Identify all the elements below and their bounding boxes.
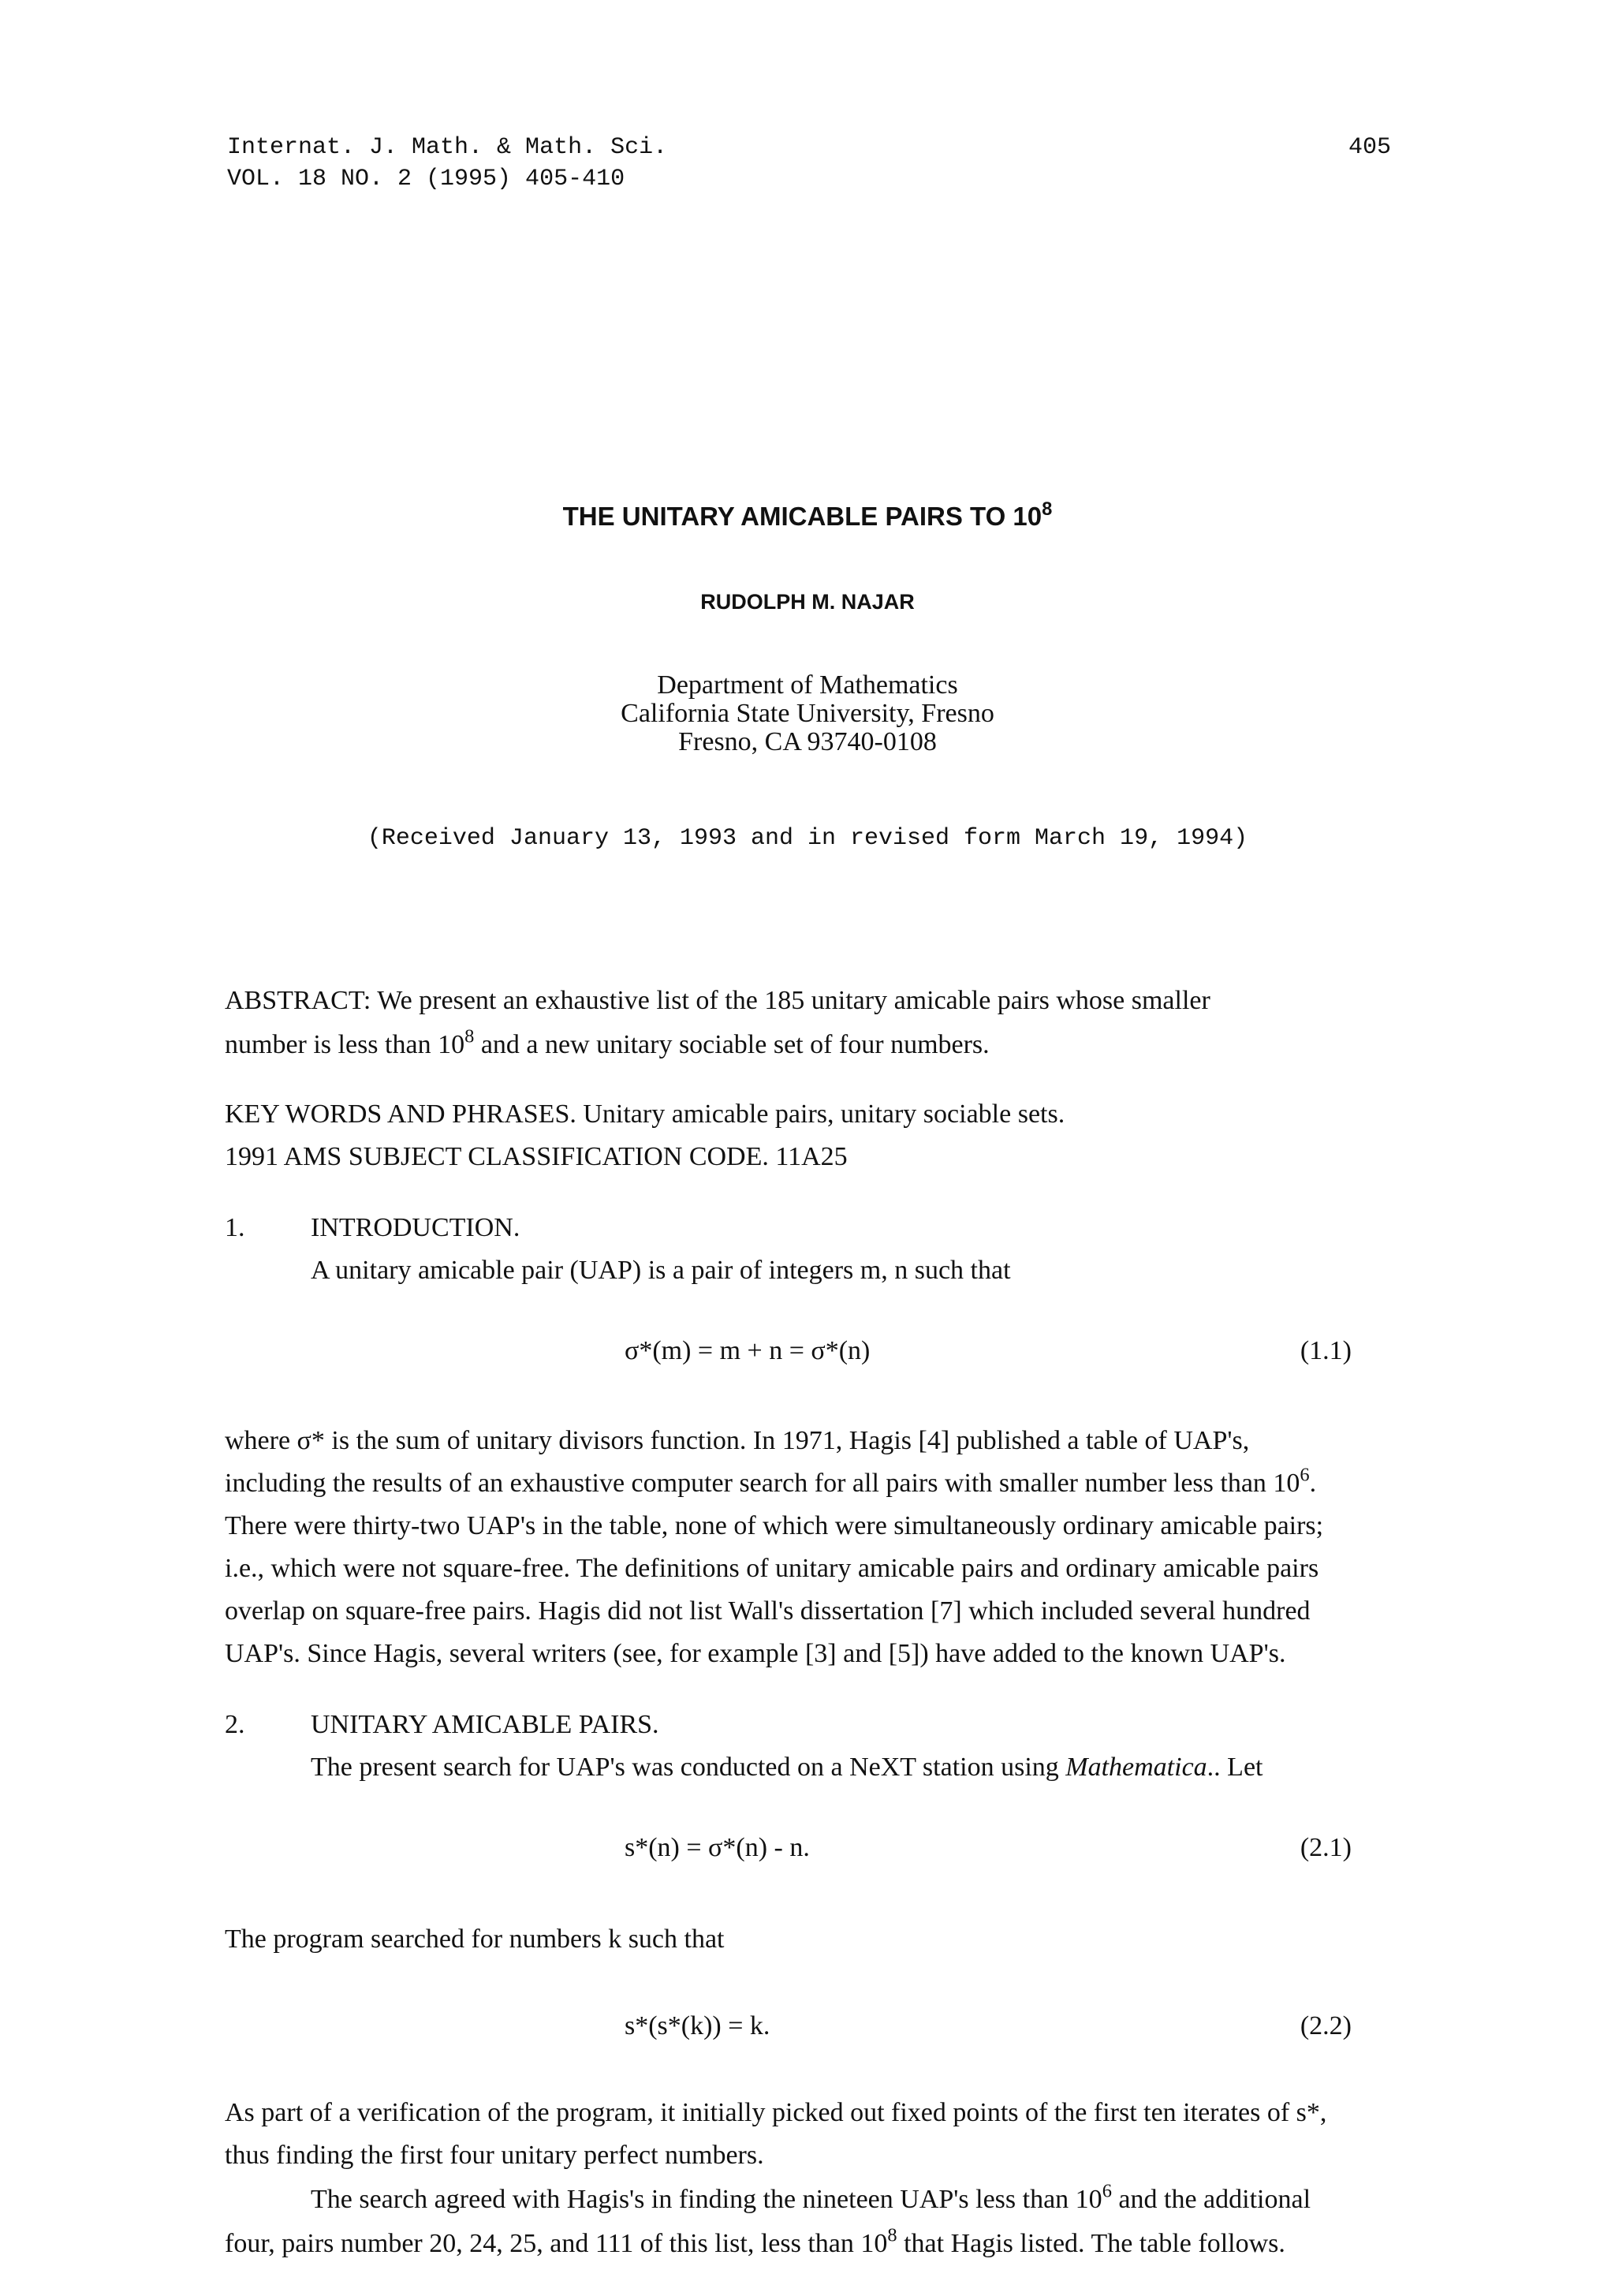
abstract-line1: ABSTRACT: We present an exhaustive list of the 185 unitary amicable pairs whose smaller xyxy=(225,986,1210,1015)
final-paragraph-line1 xyxy=(311,2180,1311,2215)
verification-line1: As part of a verification of the program, it initially picked out fixed points of the first ten iterates of s*, xyxy=(225,2098,1327,2127)
ams-classification-line: 1991 AMS SUBJECT CLASSIFICATION CODE. 11A25 xyxy=(225,1142,848,1171)
section2-intro xyxy=(311,1753,1263,1783)
section1-paragraph-line4: i.e., which were not square-free. The definitions of unitary amicable pairs and ordinary amicable pairs xyxy=(225,1554,1319,1583)
abstract-line2-rest: and a new unitary sociable set of four numbers. xyxy=(474,1030,990,1059)
verification-line2: thus finding the first four unitary perfect numbers. xyxy=(225,2141,764,2170)
search-description: The program searched for numbers k such that xyxy=(225,1925,725,1954)
equation-2-1: s*(n) = σ*(n) - n. xyxy=(625,1833,810,1862)
paper-title-text: THE UNITARY AMICABLE PAIRS TO 10 xyxy=(562,502,1042,531)
section1-number: 1. xyxy=(225,1213,245,1242)
equation-1-1-number: (1.1) xyxy=(1300,1336,1352,1365)
equation-2-2-number: (2.2) xyxy=(1300,2011,1352,2040)
paper-title-exponent: 8 xyxy=(1042,498,1053,520)
affiliation-line2: California State University, Fresno xyxy=(621,699,994,728)
received-dates: (Received January 13, 1993 and in revised form March 19, 1994) xyxy=(367,825,1248,852)
section1-paragraph xyxy=(225,1420,1392,1675)
paper-title xyxy=(0,498,1615,532)
final-line2-end: that Hagis listed. The table follows. xyxy=(897,2229,1285,2258)
section2-number: 2. xyxy=(225,1710,245,1739)
equation-2-1-number: (2.1) xyxy=(1300,1833,1352,1862)
section1-paragraph-line2 xyxy=(225,1462,1392,1505)
page-number: 405 xyxy=(1348,134,1391,161)
final-line1-exponent: 6 xyxy=(1102,2180,1112,2202)
section1-paragraph-line6: UAP's. Since Hagis, several writers (see, for example [3] and [5]) have added to the known UAP's. xyxy=(225,1639,1286,1668)
section1-paragraph-line5: overlap on square-free pairs. Hagis did not list Wall's dissertation [7] which included several hundred xyxy=(225,1596,1311,1626)
section1-paragraph-line3: There were thirty-two UAP's in the table, none of which were simultaneously ordinary amicable pairs; xyxy=(225,1511,1324,1540)
equation-1-1: σ*(m) = m + n = σ*(n) xyxy=(625,1336,871,1365)
final-paragraph-line2 xyxy=(225,2224,1285,2259)
section1-paragraph-line1: where σ* is the sum of unitary divisors function. In 1971, Hagis [4] published a table of UAP's, xyxy=(225,1426,1250,1455)
mathematica-italic: Mathematica xyxy=(1065,1753,1207,1782)
journal-citation-line2: VOL. 18 NO. 2 (1995) 405-410 xyxy=(227,166,625,192)
abstract-line2-text: number is less than 10 xyxy=(225,1030,465,1059)
section1-paragraph-line2-end: . xyxy=(1309,1469,1317,1498)
keywords-line: KEY WORDS AND PHRASES. Unitary amicable pairs, unitary sociable sets. xyxy=(225,1099,1065,1129)
abstract-line2 xyxy=(225,1025,990,1060)
section2-intro-end: .. Let xyxy=(1207,1753,1263,1782)
affiliation-line3: Fresno, CA 93740-0108 xyxy=(678,727,937,756)
section2-heading: UNITARY AMICABLE PAIRS. xyxy=(311,1710,659,1739)
abstract-exponent: 8 xyxy=(464,1025,475,1047)
final-line2-exponent: 8 xyxy=(887,2224,897,2246)
final-line1-text: The search agreed with Hagis's in finding the nineteen UAP's less than 10 xyxy=(311,2185,1102,2214)
journal-citation-line1: Internat. J. Math. & Math. Sci. xyxy=(227,134,668,161)
author-name: RUDOLPH M. NAJAR xyxy=(700,590,915,614)
final-line2-text: four, pairs number 20, 24, 25, and 111 of this list, less than 10 xyxy=(225,2229,888,2258)
equation-2-2: s*(s*(k)) = k. xyxy=(625,2011,770,2040)
section2-intro-text: The present search for UAP's was conducted on a NeXT station using xyxy=(311,1753,1066,1782)
section1-exponent: 6 xyxy=(1300,1464,1310,1486)
final-line1-end: and the additional xyxy=(1111,2185,1311,2214)
affiliation-line1: Department of Mathematics xyxy=(657,670,958,700)
section1-paragraph-line2-text: including the results of an exhaustive computer search for all pairs with smaller number less than 10 xyxy=(225,1469,1300,1498)
section1-intro: A unitary amicable pair (UAP) is a pair of integers m, n such that xyxy=(311,1256,1011,1285)
section1-heading: INTRODUCTION. xyxy=(311,1213,520,1242)
